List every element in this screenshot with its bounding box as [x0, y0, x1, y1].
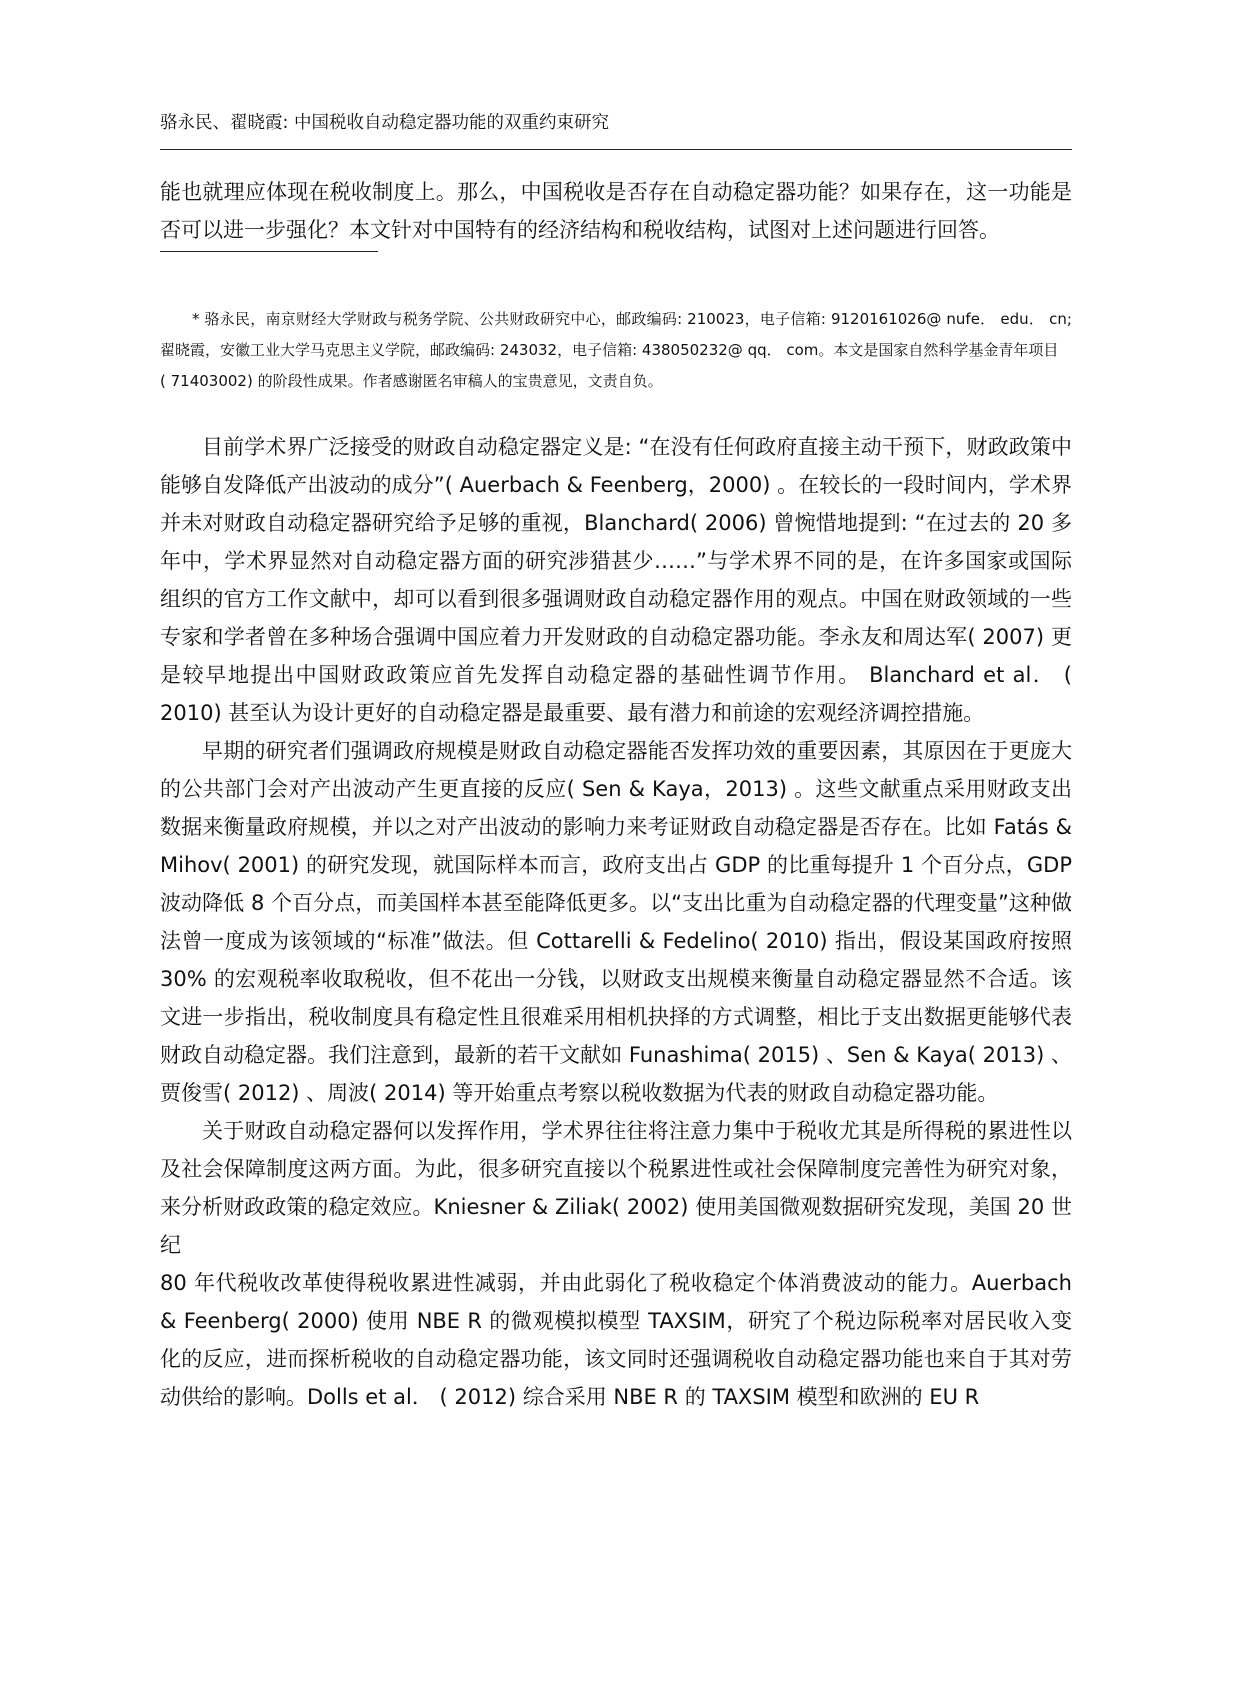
intro-paragraph: 能也就理应体现在税收制度上。那么，中国税收是否存在自动稳定器功能？如果存在，这一功能是否可以进一步强化？本文针对中国特有的经济结构和税收结构，试图对上述问题进行回答。: [160, 180, 1072, 242]
main-body: [160, 428, 1072, 1416]
paragraph-definition: 目前学术界广泛接受的财政自动稳定器定义是: “在没有任何政府直接主动干预下，财政政策中能够自发降低产出波动的成分”( Auerbach & Feenberg，2000) 。在较长的一段时间内，学术界并未对财政自动稳定器研究给予足够的重视，Blanchard( 2006) 曾惋惜地提到: “在过去的 20 多年中，学术界显然对自动稳定器方面的研究涉猎甚少……”与学术界不同的是，在许多国家或国际组织的官方工作文献中，却可以看到很多强调财政自动稳定器作用的观点。中国在财政领域的一些专家和学者曾在多种场合强调中国应着力开发财政的自动稳定器功能。李永友和周达军( 2007) 更是较早地提出中国财政政策应首先发挥自动稳定器的基础性调节作用。 Blanchard et al． ( 2010) 甚至认为设计更好的自动稳定器是最重要、最有潜力和前途的宏观经济调控措施。: [160, 435, 1072, 725]
footnote-rule: [160, 251, 378, 252]
author-footnote: [160, 304, 1072, 397]
running-head: 骆永民、翟晓霞: 中国税收自动稳定器功能的双重约束研究: [160, 113, 609, 133]
footnote-funding-info: ( 71403002) 的阶段性成果。作者感谢匿名审稿人的宝贵意见，文责自负。: [160, 372, 663, 390]
paragraph-tax-reform: 80 年代税收改革使得税收累进性减弱，并由此弱化了税收稳定个体消费波动的能力。Auerbach & Feenberg( 2000) 使用 NBE R 的微观模拟模型 TAXSIM，研究了个税边际税率对居民收入变化的反应，进而探析税收的自动稳定器功能，该文同时还强调税收自动稳定器功能也来自于其对劳动供给的影响。Dolls et al． ( 2012) 综合采用 NBE R 的 TAXSIM 模型和欧洲的 EU R: [160, 1271, 1072, 1409]
paper-page: [160, 0, 1072, 1683]
header-rule: [160, 149, 1072, 150]
paragraph-government-size: 早期的研究者们强调政府规模是财政自动稳定器能否发挥功效的重要因素，其原因在于更庞大的公共部门会对产出波动产生更直接的反应( Sen & Kaya，2013) 。这些文献重点采用财政支出数据来衡量政府规模，并以之对产出波动的影响力来考证财政自动稳定器是否存在。比如 Fatás & Mihov( 2001) 的研究发现，就国际样本而言，政府支出占 GDP 的比重每提升 1 个百分点，GDP 波动降低 8 个百分点，而美国样本甚至能降低更多。以“支出比重为自动稳定器的代理变量”这种做法曾一度成为该领域的“标准”做法。但 Cottarelli & Fedelino( 2010) 指出，假设某国政府按照 30% 的宏观税率收取税收，但不花出一分钱，以财政支出规模来衡量自动稳定器显然不合适。该文进一步指出，税收制度具有稳定性且很难采用相机抉择的方式调整，相比于支出数据更能够代表财政自动稳定器。我们注意到，最新的若干文献如 Funashima( 2015) 、Sen & Kaya( 2013) 、贾俊雪( 2012) 、周波( 2014) 等开始重点考察以税收数据为代表的财政自动稳定器功能。: [160, 739, 1072, 1105]
paragraph-progressivity: 关于财政自动稳定器何以发挥作用，学术界往往将注意力集中于税收尤其是所得税的累进性以及社会保障制度这两方面。为此，很多研究直接以个税累进性或社会保障制度完善性为研究对象，来分析财政政策的稳定效应。Kniesner & Ziliak( 2002) 使用美国微观数据研究发现，美国 20 世纪: [160, 1119, 1072, 1257]
footnote-author-info: * 骆永民，南京财经大学财政与税务学院、公共财政研究中心，邮政编码: 210023，电子信箱: 9120161026@ nufe． edu． cn; 翟晓霞，安徽工业大学马克思主义学院，邮政编码: 243032，电子信箱: 438050232@ qq． com。本文是国家自然科学基金青年项目: [160, 310, 1072, 359]
